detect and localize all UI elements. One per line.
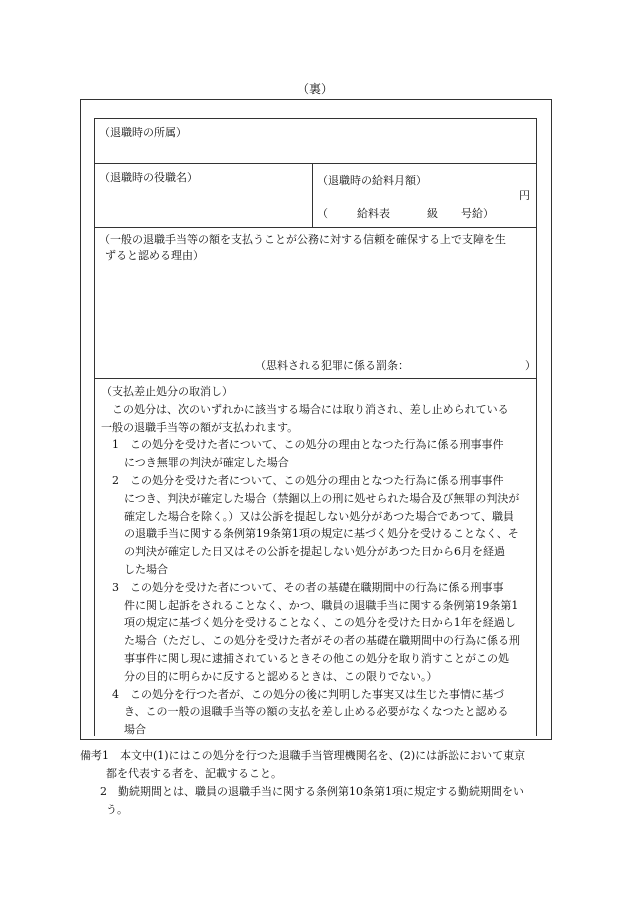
- cancellation-line: 一般の退職手当等の額が支払われます。: [101, 420, 299, 434]
- cancellation-row: [95, 379, 536, 737]
- reason-label-line2: ずると認める理由）: [105, 249, 204, 262]
- grade-label: 級: [427, 207, 438, 220]
- step-label: 号給）: [461, 207, 494, 220]
- remark-1-cont: 都を代表する者を、記載すること。: [106, 767, 282, 780]
- cancellation-item-1: 1 この処分を受けた者について、この処分の理由となつた行為に係る刑事事件: [112, 438, 504, 452]
- remarks: [80, 747, 558, 819]
- pay-table-label: 給料表: [357, 207, 390, 220]
- cancellation-title: （支払差止処分の取消し）: [101, 385, 233, 398]
- remark-1: 備考1 本文中(1)にはこの処分を行つた退職手当管理機関名を、(2)には訴訟において東京: [80, 749, 526, 762]
- penalty-clause-label: （思料される犯罪に係る罰条：: [255, 359, 409, 372]
- cancellation-line: 項の規定に基づく処分を受けることなく、この処分を受けた日から1年を経過し: [124, 616, 516, 630]
- penalty-close-paren: ）: [525, 359, 536, 372]
- cancellation-line: につき、判決が確定した場合（禁錮以上の刑に処せられた場合及び無罪の判決が: [124, 491, 520, 505]
- position-name-label: （退職時の役職名）: [99, 171, 198, 184]
- cancellation-item-4: 4 この処分を行つた者が、この処分の後に判明した事実又は生じた事情に基づ: [112, 687, 504, 701]
- cancellation-line: 確定した場合を除く。）又は公訴を提起しない処分があつた場合であつて、職員: [124, 509, 515, 523]
- cancellation-line: 件に関し起訴をされることなく、かつ、職員の退職手当に関する条例第19条第1: [124, 598, 519, 612]
- cancellation-line: 事事件に関し現に逮捕されているときその他この処分を取り消すことがこの処: [124, 651, 509, 665]
- yen-unit: 円: [519, 189, 530, 202]
- affiliation-row: [95, 119, 536, 164]
- reason-row: [95, 228, 536, 379]
- cancellation-item-3: 3 この処分を受けた者について、その者の基礎在職期間中の行為に係る刑事事: [112, 580, 504, 594]
- page-label: （裏）: [296, 82, 333, 96]
- form-table: [94, 118, 537, 736]
- cancellation-line: た場合（ただし、この処分を受けた者がその者の基礎在職期間中の行為に係る刑: [124, 634, 520, 648]
- remark-2: 2 勤続期間とは、職員の退職手当に関する条例第10条第1項に規定する勤続期間をい: [100, 785, 524, 798]
- cancellation-line: 場合: [124, 723, 146, 737]
- salary-label: （退職時の給料月額）: [317, 174, 427, 187]
- affiliation-label: （退職時の所属）: [99, 126, 187, 139]
- cancellation-line: の退職手当に関する条例第19条第1項の規定に基づく処分を受けることなく、そ: [124, 527, 519, 541]
- cancellation-line: につき無罪の判決が確定した場合: [124, 456, 289, 470]
- cancellation-line: この処分は、次のいずれかに該当する場合には取り消され、差し止められている: [112, 402, 509, 416]
- cancellation-line: 分の目的に明らかに反すると認めるときは、この限りでない。）: [124, 669, 438, 683]
- position-salary-row: [95, 164, 536, 228]
- pay-open-paren: （: [317, 207, 328, 220]
- remark-2-cont: う。: [106, 803, 128, 816]
- cancellation-item-2: 2 この処分を受けた者について、この処分の理由となつた行為に係る刑事事件: [112, 473, 504, 487]
- cancellation-line: した場合: [124, 562, 168, 576]
- cancellation-line: き、この一般の退職手当等の額の支払を差し止める必要がなくなつたと認める: [124, 705, 509, 719]
- reason-label-line1: （一般の退職手当等の額を支払うことが公務に対する信頼を確保する上で支障を生: [99, 233, 506, 246]
- cancellation-line: の判決が確定した日又はその公訴を提起しない処分があつた日から6月を経過: [124, 545, 505, 559]
- column-divider: [312, 164, 313, 228]
- cancellation-text: [101, 383, 520, 739]
